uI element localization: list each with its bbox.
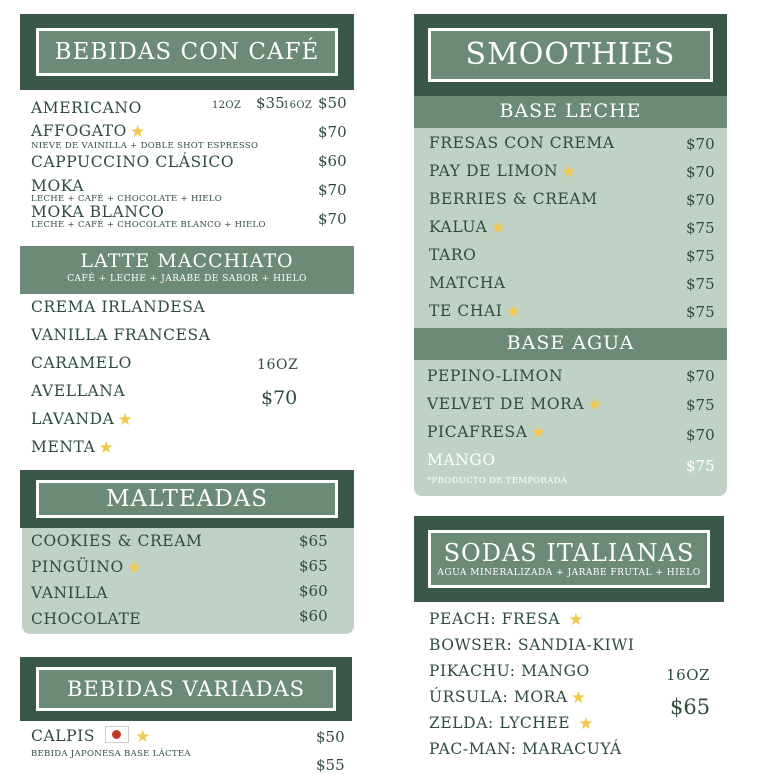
menu-item-name: PICAFRESA ★ bbox=[427, 423, 547, 443]
base-agua-header bbox=[414, 328, 727, 360]
star-icon: ★ bbox=[126, 558, 143, 578]
star-icon: ★ bbox=[578, 714, 595, 734]
star-icon: ★ bbox=[490, 218, 507, 238]
menu-item-price: $75 bbox=[686, 219, 715, 237]
sodas-header bbox=[414, 516, 724, 602]
menu-item-price: $70 bbox=[318, 181, 347, 199]
menu-item-price: $50 bbox=[318, 94, 347, 112]
star-icon: ★ bbox=[530, 423, 547, 443]
star-icon: ★ bbox=[561, 162, 578, 182]
menu-item-price: $70 bbox=[686, 367, 715, 385]
menu-item-name: CARAMELO bbox=[31, 354, 132, 372]
menu-item-price: $60 bbox=[318, 152, 347, 170]
menu-item-price: $75 bbox=[686, 457, 715, 475]
menu-item-name: MOKA BLANCO bbox=[31, 203, 165, 221]
base-leche-header bbox=[414, 96, 727, 128]
size-label: 16OZ bbox=[257, 357, 299, 373]
menu-item-desc: LECHE + CAFÉ + CHOCOLATE BLANCO + HIELO bbox=[31, 220, 266, 230]
bebidas-cafe-title: BEBIDAS CON CAFÉ bbox=[54, 38, 320, 65]
menu-item-price: $70 bbox=[686, 426, 715, 444]
bebidas-cafe-header bbox=[20, 14, 354, 90]
sodas-price: $65 bbox=[670, 695, 711, 719]
menu-item-price: $75 bbox=[686, 247, 715, 265]
menu-item-name: KALUA ★ bbox=[429, 218, 507, 238]
menu-item-name: BERRIES & CREAM bbox=[429, 190, 598, 208]
star-icon: ★ bbox=[117, 410, 134, 430]
base-leche-title: BASE LECHE bbox=[499, 100, 642, 122]
base-agua-title: BASE AGUA bbox=[506, 332, 635, 354]
menu-item-name: AFFOGATO ★ bbox=[31, 122, 146, 142]
menu-item-price: $70 bbox=[318, 123, 347, 141]
malteadas-header bbox=[20, 470, 354, 528]
menu-item-price: $55 bbox=[316, 756, 345, 774]
menu-item-name: MATCHA bbox=[429, 274, 506, 292]
menu-item-name: AVELLANA bbox=[31, 382, 126, 400]
menu-item-name: MANGO bbox=[427, 451, 496, 469]
size-label: 16OZ bbox=[283, 100, 313, 111]
menu-item-name: CALPIS ★ bbox=[31, 727, 151, 747]
star-icon: ★ bbox=[570, 688, 587, 708]
menu-item-name: CHOCOLATE bbox=[31, 610, 142, 628]
menu-item-name: PEPINO-LIMON bbox=[427, 367, 564, 385]
sodas-title: SODAS ITALIANAS bbox=[443, 538, 695, 567]
smoothies-header bbox=[414, 14, 727, 96]
menu-item-name: PAY DE LIMON ★ bbox=[429, 162, 578, 182]
size-label: 16OZ bbox=[666, 666, 711, 684]
malteadas-title: MALTEADAS bbox=[105, 485, 269, 512]
menu-item-price: $60 bbox=[299, 582, 328, 600]
menu-item-name: PINGÜINO ★ bbox=[31, 558, 143, 578]
menu-item-price: $75 bbox=[686, 275, 715, 293]
star-icon: ★ bbox=[135, 727, 151, 747]
menu-item-name: AMERICANO bbox=[31, 99, 142, 117]
menu-item-name: TARO bbox=[429, 246, 477, 264]
star-icon: ★ bbox=[587, 395, 604, 415]
menu-item-price: $70 bbox=[318, 210, 347, 228]
soda-item: PIKACHU: MANGO bbox=[429, 662, 590, 680]
menu-item-price: $65 bbox=[299, 532, 328, 550]
soda-item: PEACH: FRESA ★ bbox=[429, 610, 585, 630]
menu-item-desc: NIEVE DE VAINILLA + DOBLE SHOT ESPRESSO bbox=[31, 141, 259, 151]
menu-item-price: $70 bbox=[686, 191, 715, 209]
sodas-subtitle: AGUA MINERALIZADA + JARABE FRUTAL + HIELO bbox=[437, 567, 701, 578]
menu-item-price: $70 bbox=[686, 135, 715, 153]
size-label: 12OZ bbox=[212, 100, 242, 111]
menu-item-price: $60 bbox=[299, 607, 328, 625]
star-icon: ★ bbox=[129, 122, 146, 142]
star-icon: ★ bbox=[98, 438, 115, 458]
smoothies-title: SMOOTHIES bbox=[465, 37, 676, 72]
menu-item-desc: LECHE + CAFÉ + CHOCOLATE + HIELO bbox=[31, 194, 223, 204]
variadas-header bbox=[20, 657, 352, 721]
menu-item-price: $50 bbox=[316, 728, 345, 746]
star-icon: ★ bbox=[505, 302, 522, 322]
soda-item: ÚRSULA: MORA ★ bbox=[429, 688, 587, 708]
menu-item-price: $75 bbox=[686, 396, 715, 414]
seasonal-note: *PRODUCTO DE TEMPORADA bbox=[427, 476, 568, 486]
latte-subtitle: CAFÉ + LECHE + JARABE DE SABOR + HIELO bbox=[67, 274, 307, 284]
menu-item-name: TE CHAI ★ bbox=[429, 302, 522, 322]
menu-item-price: $70 bbox=[686, 163, 715, 181]
latte-header bbox=[20, 246, 354, 294]
menu-item-name: LAVANDA ★ bbox=[31, 410, 134, 430]
latte-title: LATTE MACCHIATO bbox=[80, 250, 294, 272]
menu-item-name: VANILLA bbox=[31, 584, 108, 602]
soda-item: ZELDA: LYCHEE ★ bbox=[429, 714, 595, 734]
menu-item-name: MOKA bbox=[31, 177, 85, 195]
price-12oz: $35 bbox=[256, 94, 285, 112]
menu-item-price: $65 bbox=[299, 557, 328, 575]
latte-price: $70 bbox=[261, 387, 298, 409]
menu-item-name: CREMA IRLANDESA bbox=[31, 298, 206, 316]
variadas-title: BEBIDAS VARIADAS bbox=[66, 676, 306, 701]
menu-item-name: VANILLA FRANCESA bbox=[31, 326, 211, 344]
menu-item-price: $75 bbox=[686, 303, 715, 321]
menu-item-name: FRESAS CON CREMA bbox=[429, 134, 615, 152]
soda-item: PAC-MAN: MARACUYÁ bbox=[429, 740, 622, 758]
menu-item-name: COOKIES & CREAM bbox=[31, 532, 203, 550]
menu-item-name: CAPPUCCINO CLÁSICO bbox=[31, 153, 235, 171]
menu-item-desc: BEBIDA JAPONESA BASE LÁCTEA bbox=[31, 749, 191, 759]
menu-item-name: MENTA ★ bbox=[31, 438, 115, 458]
star-icon: ★ bbox=[568, 610, 585, 630]
japan-flag-icon bbox=[105, 726, 129, 743]
menu-item-name: VELVET DE MORA ★ bbox=[427, 395, 604, 415]
soda-item: BOWSER: SANDIA-KIWI bbox=[429, 636, 635, 654]
